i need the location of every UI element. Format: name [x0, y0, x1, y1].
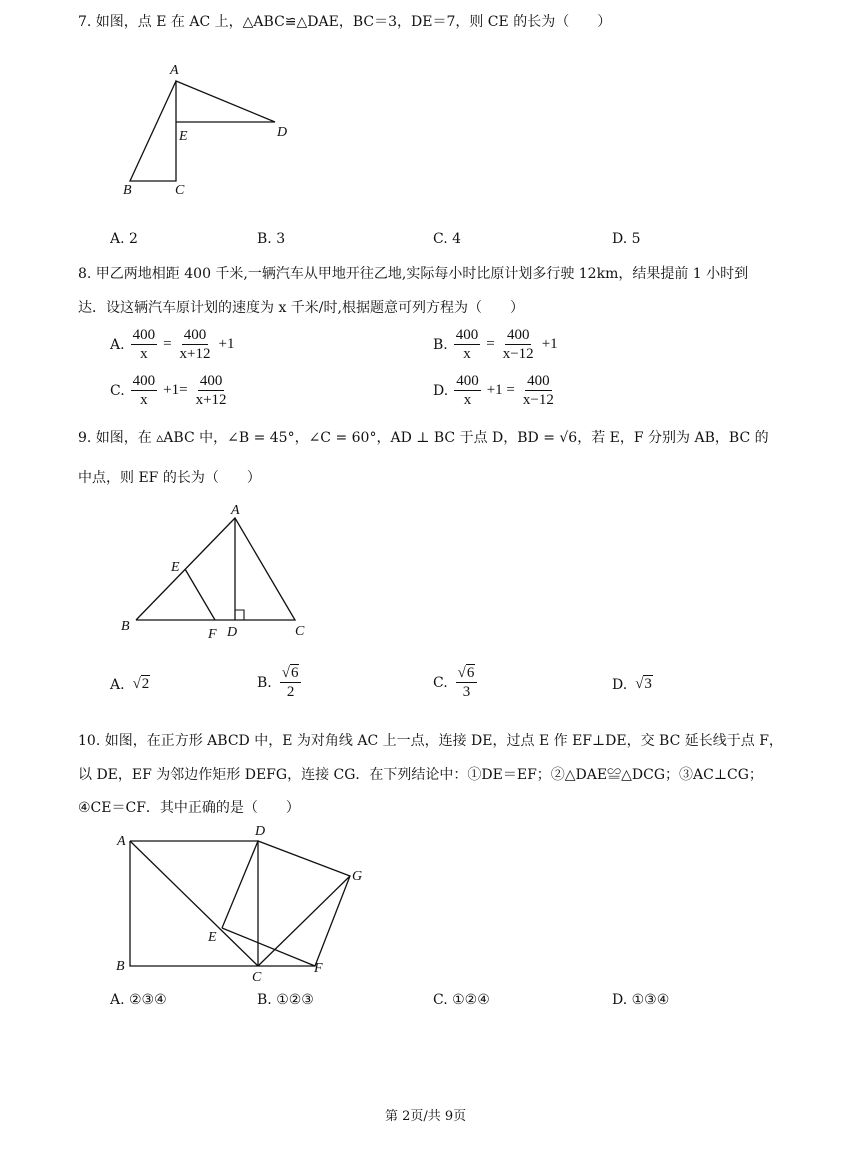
q10-label-e: E — [208, 930, 217, 945]
q9-figure — [115, 500, 325, 645]
q7-label-c: C — [175, 183, 185, 198]
q9-label-c: C — [295, 624, 305, 639]
option-label: D. — [433, 382, 449, 399]
q10-figure — [110, 820, 370, 985]
q7-label-e: E — [179, 129, 188, 144]
q9-label-f: F — [208, 627, 217, 642]
q7-option-d[interactable]: D. 5 — [612, 231, 641, 247]
q10-option-d[interactable]: D. ①③④ — [612, 992, 670, 1008]
q7-label-b: B — [123, 183, 132, 198]
q10-option-c[interactable]: C. ①②④ — [433, 992, 490, 1008]
q9-option-c[interactable]: C. $\frac{√6}{3}$ — [433, 664, 477, 701]
q10-label-c: C — [252, 970, 262, 985]
q9-option-d[interactable]: D. √3 — [612, 676, 652, 693]
q8-option-c[interactable]: C. $\frac{400}{x}$ +1= $\frac{400}{x+12}$ — [110, 373, 227, 408]
q10-label-b: B — [116, 959, 125, 974]
q8-stem-line1: 8. 甲乙两地相距 400 千米,一辆汽车从甲地开往乙地,实际每小时比原计划多行驶 12km，结果提前 1 小时到 — [78, 266, 749, 282]
q9-label-d: D — [227, 625, 238, 640]
q10-stem-line1: 10. 如图，在正方形 ABCD 中，E 为对角线 AC 上一点，连接 DE，过点 E 作 EF⊥DE，交 BC 延长线于点 F， — [78, 733, 783, 749]
q7-label-a: A — [170, 63, 179, 78]
q10-option-a[interactable]: A. ②③④ — [110, 992, 167, 1008]
q7-option-b[interactable]: B. 3 — [257, 231, 286, 247]
q7-option-c[interactable]: C. 4 — [433, 231, 462, 247]
q7-stem: 7. 如图，点 E 在 AC 上，△ABC≌△DAE，BC＝3，DE＝7，则 CE 的长为（ ） — [78, 14, 612, 30]
option-label: B. — [433, 336, 448, 353]
q7-label-d: D — [277, 125, 288, 140]
q7-option-a[interactable]: A. 2 — [110, 231, 138, 247]
q9-option-a[interactable]: A. √2 — [110, 676, 150, 693]
q8-stem-line2: 达．设这辆汽车原计划的速度为 x 千米/时,根据题意可列方程为（ ） — [78, 300, 524, 316]
q7-figure — [115, 58, 305, 203]
q10-label-g: G — [352, 869, 363, 884]
q8-option-d[interactable]: D. $\frac{400}{x}$ +1 = $\frac{400}{x-12}$ — [433, 373, 554, 408]
q10-label-f: F — [314, 961, 323, 976]
q9-stem-line1: 9. 如图，在 ▵ABC 中，∠B = 45°，∠C = 60°，AD ⊥ BC 于点 D，BD = √6，若 E，F 分别为 AB，BC 的 — [78, 430, 769, 446]
q8-option-a[interactable]: A. $\frac{400}{x}$ = $\frac{400}{x+12}$ +1 — [110, 327, 235, 362]
q9-option-b[interactable]: B. $\frac{√6}{2}$ — [257, 664, 301, 701]
q10-stem-line2: 以 DE，EF 为邻边作矩形 DEFG，连接 CG．在下列结论中：①DE＝EF；②△DAE≌△DCG；③AC⊥CG； — [78, 767, 763, 783]
page-footer: 第 2页/共 9页 — [385, 1109, 467, 1124]
q9-label-b: B — [121, 619, 130, 634]
q10-label-a: A — [117, 834, 126, 849]
q10-option-b[interactable]: B. ①②③ — [257, 992, 314, 1008]
option-label: A. — [110, 336, 125, 353]
q9-stem-line2: 中点，则 EF 的长为（ ） — [78, 470, 261, 486]
q10-label-d: D — [255, 824, 266, 839]
q10-stem-line3: ④CE＝CF．其中正确的是（ ） — [78, 800, 300, 816]
option-label: C. — [110, 382, 125, 399]
q9-label-e: E — [171, 560, 180, 575]
q9-label-a: A — [231, 503, 240, 518]
q8-option-b[interactable]: B. $\frac{400}{x}$ = $\frac{400}{x-12}$ +1 — [433, 327, 558, 362]
